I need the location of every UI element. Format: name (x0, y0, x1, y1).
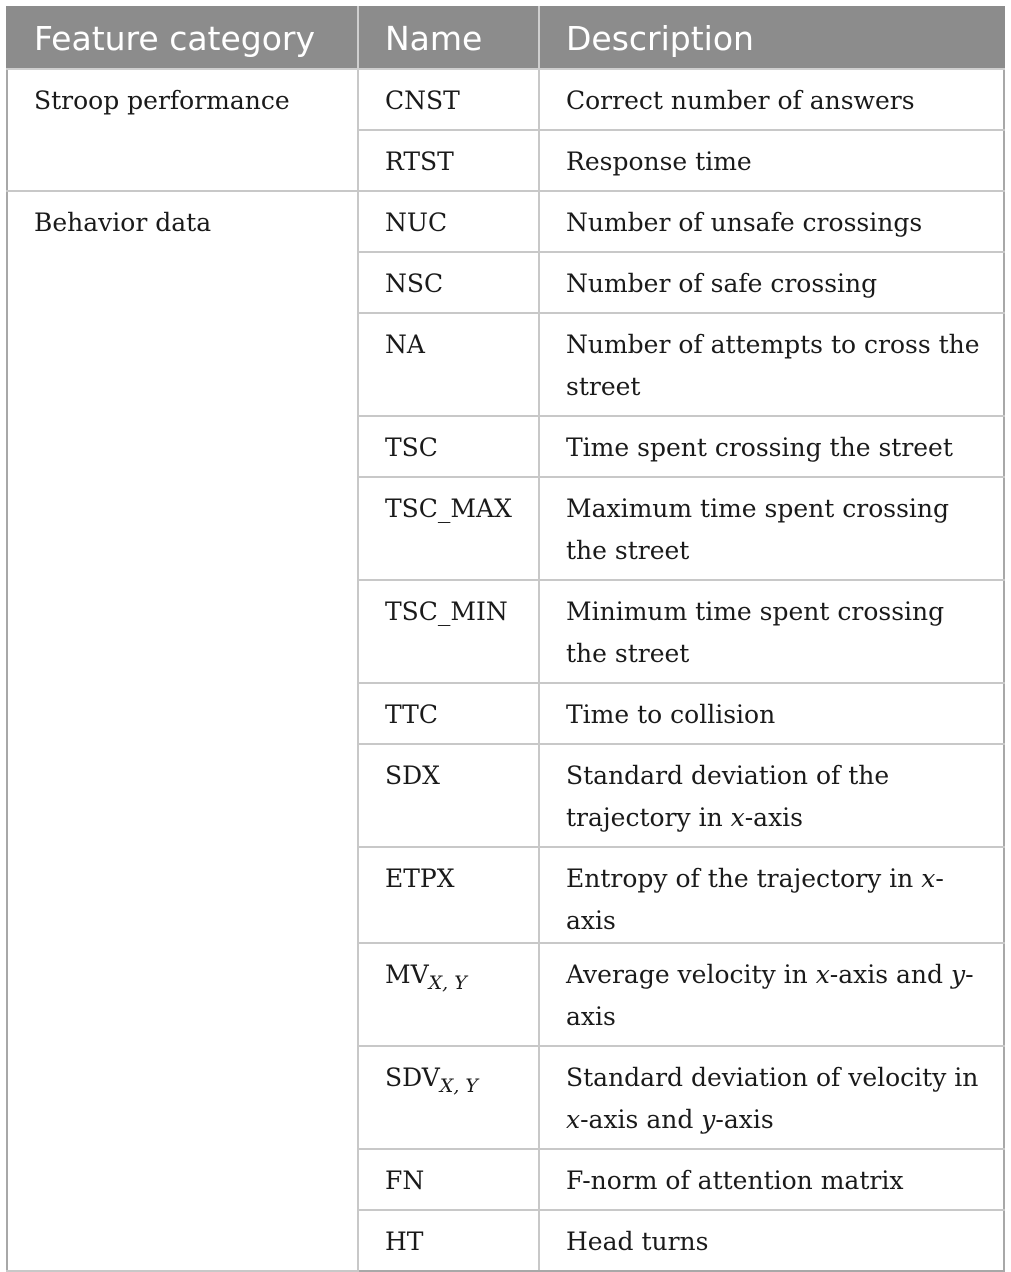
feature-description-cell: Standard deviation of the trajectory in x-axis (539, 744, 1004, 847)
feature-name-cell (358, 943, 539, 1046)
header-description: Description (539, 7, 1004, 69)
feature-description-cell: Number of unsafe crossings (539, 191, 1004, 252)
header-name: Name (358, 7, 539, 69)
feature-description-cell: Correct number of answers (539, 69, 1004, 130)
feature-description-cell: Standard deviation of velocity in x-axis and y-axis (539, 1046, 1004, 1149)
feature-name-cell: TSC_MIN (358, 580, 539, 683)
feature-name-cell: FN (358, 1149, 539, 1210)
feature-name-cell (358, 1046, 539, 1149)
feature-description-cell: Number of attempts to cross the street (539, 313, 1004, 416)
math-variable: x (730, 803, 745, 832)
feature-name-cell: NUC (358, 191, 539, 252)
feature-description-cell: Head turns (539, 1210, 1004, 1271)
feature-name-cell: SDX (358, 744, 539, 847)
feature-name-cell: RTST (358, 130, 539, 191)
feature-name-text: MV (385, 960, 429, 989)
feature-table (6, 6, 1005, 1272)
feature-table-container (6, 6, 1003, 1272)
feature-description-cell: Average velocity in x-axis and y-axis (539, 943, 1004, 1046)
math-variable: x (921, 864, 936, 893)
feature-description-cell: Maximum time spent crossing the street (539, 477, 1004, 580)
feature-description-cell: Entropy of the trajectory in x-axis (539, 847, 1004, 943)
math-variable: y (701, 1105, 716, 1134)
header-row (7, 7, 1004, 69)
feature-name-cell: NSC (358, 252, 539, 313)
feature-description-cell: Number of safe crossing (539, 252, 1004, 313)
math-variable: x (566, 1105, 581, 1134)
feature-name-subscript: X, Y (428, 972, 467, 994)
feature-name-cell: TSC (358, 416, 539, 477)
feature-name-subscript: X, Y (439, 1075, 478, 1097)
feature-description-cell: Time spent crossing the street (539, 416, 1004, 477)
feature-description-cell: Response time (539, 130, 1004, 191)
feature-name-text: SDV (385, 1063, 440, 1092)
table-row (7, 69, 1004, 130)
category-cell: Stroop performance (7, 69, 358, 191)
table-row (7, 191, 1004, 252)
category-cell: Behavior data (7, 191, 358, 1271)
math-variable: x (815, 960, 830, 989)
feature-description-cell: Minimum time spent crossing the street (539, 580, 1004, 683)
header-feature-category: Feature category (7, 7, 358, 69)
math-variable: y (950, 960, 966, 989)
feature-description-cell: F-norm of attention matrix (539, 1149, 1004, 1210)
feature-name-cell: TSC_MAX (358, 477, 539, 580)
feature-name-cell: NA (358, 313, 539, 416)
feature-name-cell: ETPX (358, 847, 539, 943)
feature-description-cell: Time to collision (539, 683, 1004, 744)
feature-name-cell: HT (358, 1210, 539, 1271)
feature-name-cell: CNST (358, 69, 539, 130)
feature-name-cell: TTC (358, 683, 539, 744)
